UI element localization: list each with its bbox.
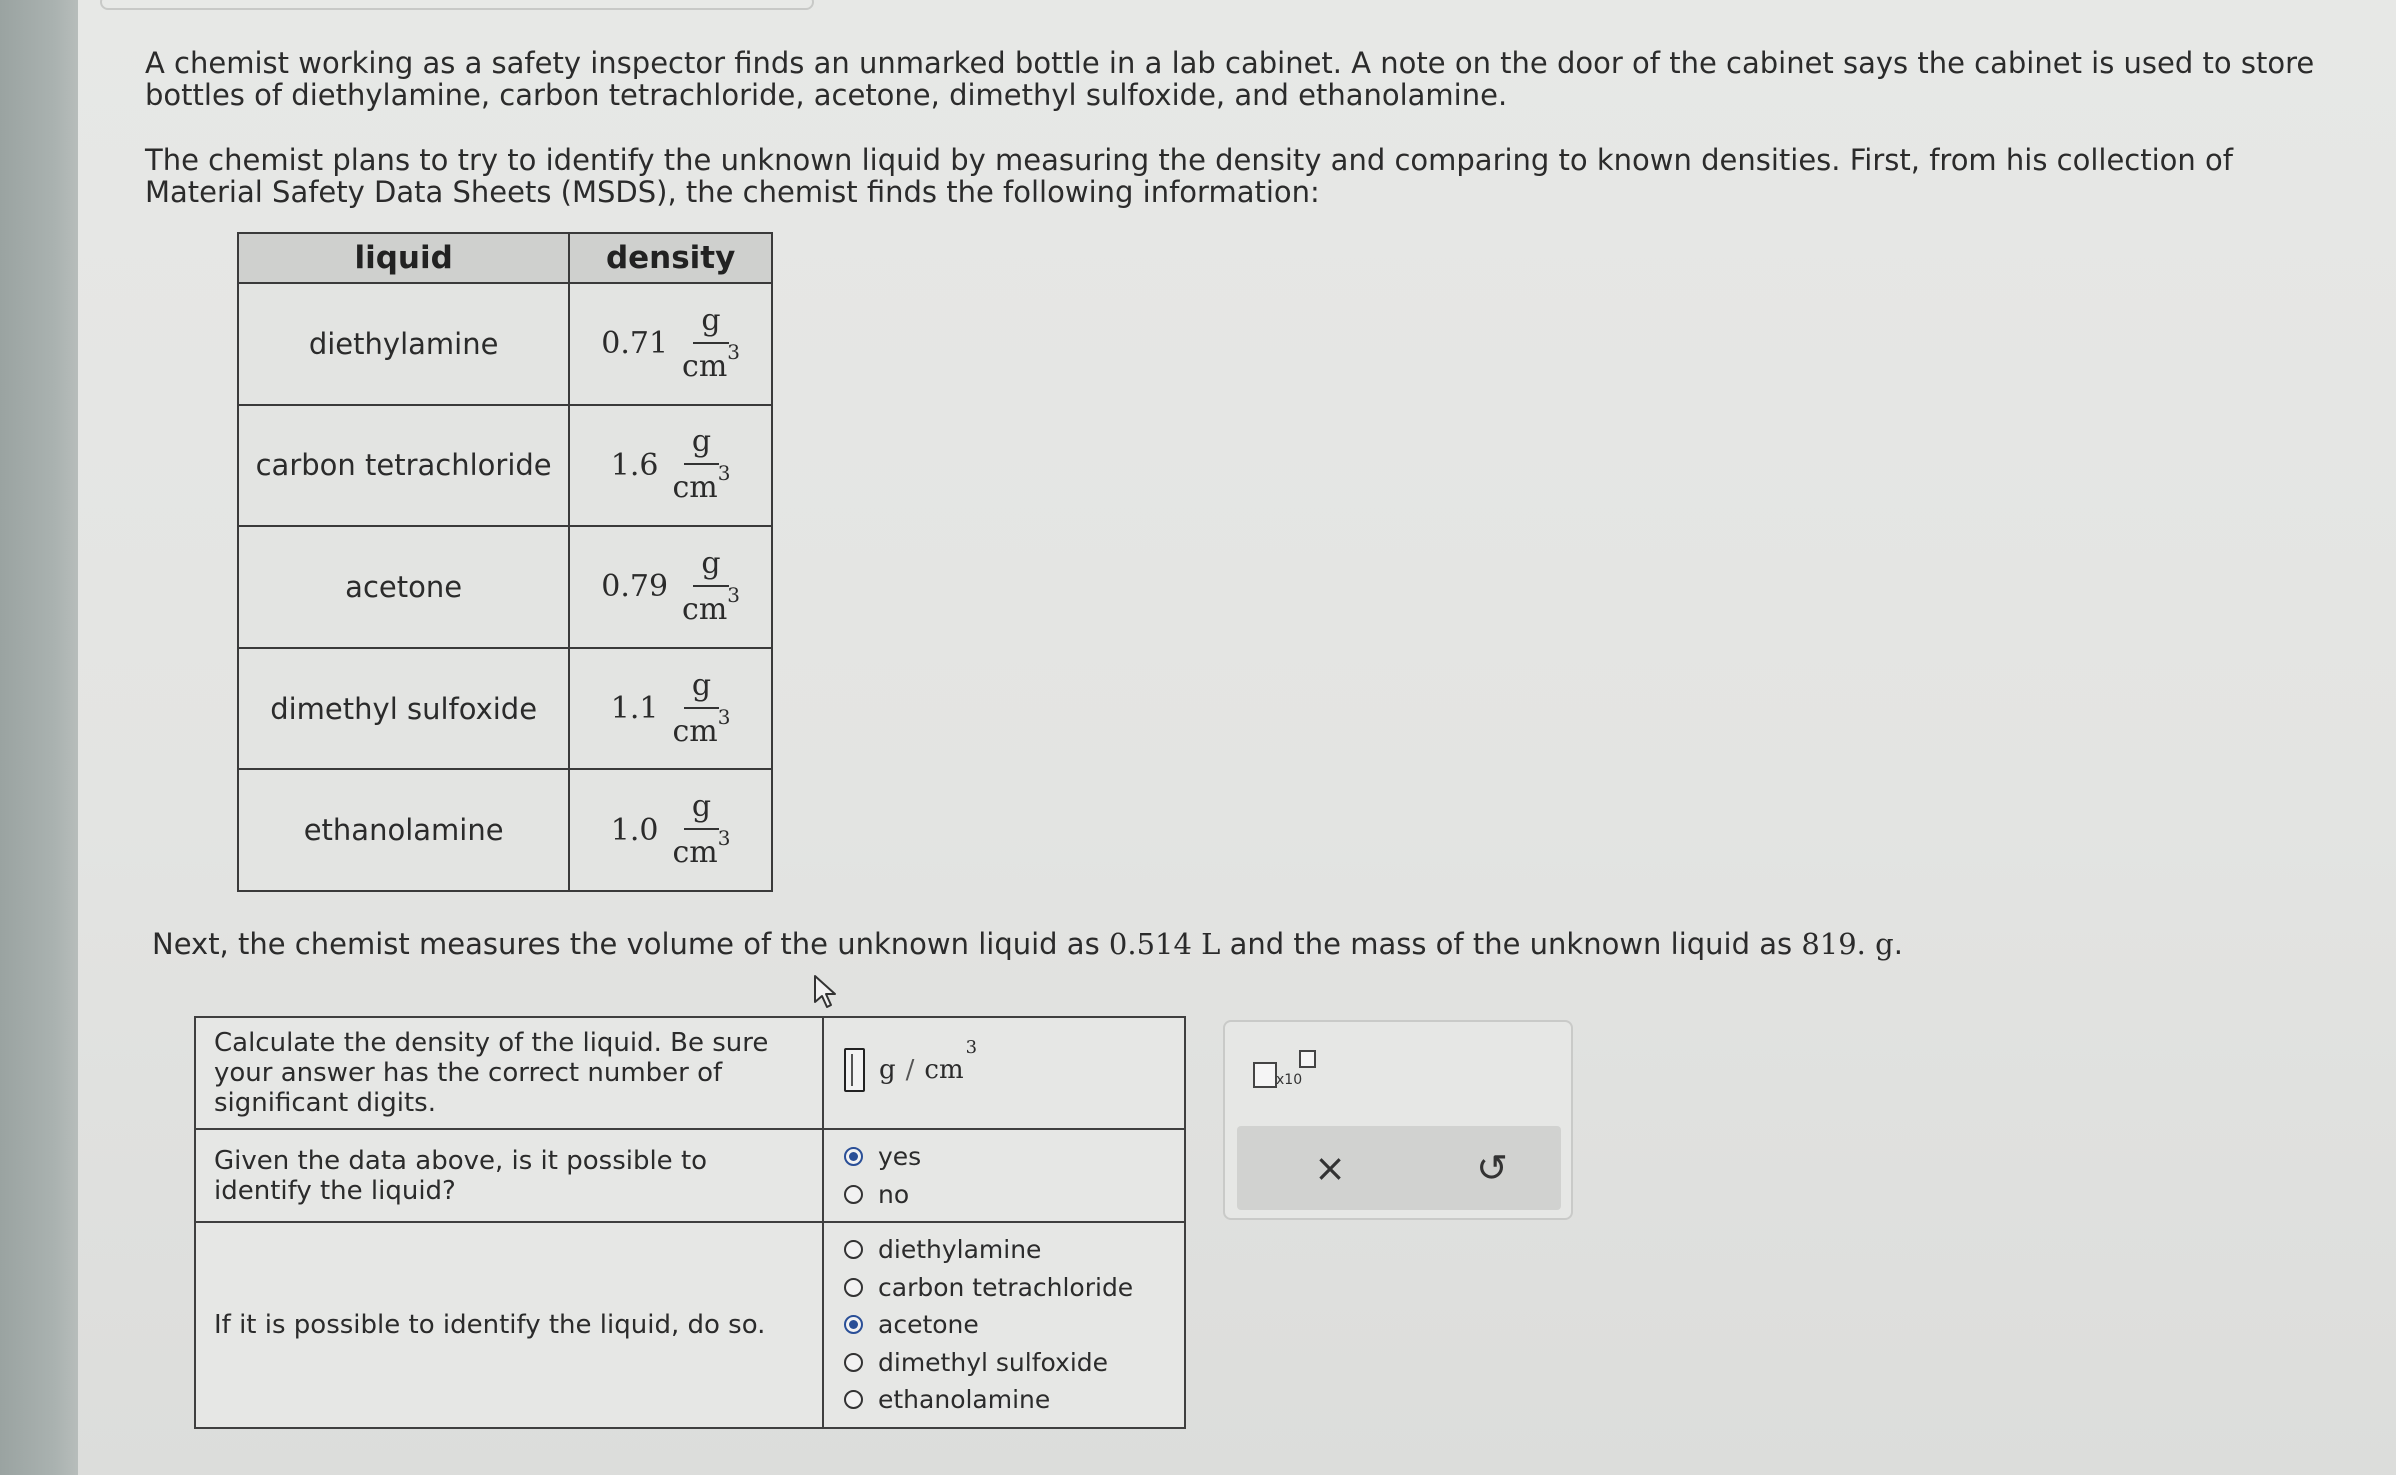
problem-paragraph-3 [152,928,2352,960]
unit-numerator: g [693,549,728,587]
density-table [237,232,773,892]
problem-paragraph-1: A chemist working as a safety inspector finds an unmarked bottle in a lab cabinet. A note on the door of the cabinet says the cabinet is used to store bottles of diethylamine, carbon tetrachloride, acetone, dimethyl sulfoxide, and ethanolamine. [145,46,2315,112]
option-diethylamine[interactable] [844,1231,1164,1269]
tool-action-bar [1237,1126,1561,1210]
paragraph-3-text-c: . [1893,927,1903,961]
answer-tools-panel [1223,1020,1573,1220]
answer-unit-separator: / [905,1054,915,1085]
answer-unit-g: g [879,1054,896,1085]
question-identify-possible: Given the data above, is it possible to identify the liquid? [195,1129,823,1222]
option-dimethyl-sulfoxide[interactable] [844,1344,1164,1382]
mantissa-box-icon [1253,1062,1277,1088]
unit-numerator: g [693,306,728,344]
density-value [569,648,772,770]
table-row [195,1222,1185,1428]
mouse-cursor-icon [813,974,839,1010]
radio-carbon-tetrachloride[interactable] [844,1278,863,1297]
exponent-box-icon [1299,1050,1316,1068]
radio-dimethyl-sulfoxide[interactable] [844,1353,863,1372]
option-carbon-tetrachloride[interactable] [844,1269,1164,1307]
unit-exponent: 3 [727,339,741,364]
unit-numerator: g [684,671,719,709]
option-no[interactable] [844,1176,1164,1214]
radio-no[interactable] [844,1185,863,1204]
density-value [569,283,772,405]
unit-numerator: g [684,792,719,830]
radio-acetone[interactable] [844,1315,863,1334]
density-answer-cell [823,1017,1185,1129]
option-acetone[interactable] [844,1306,1164,1344]
density-number: 1.6 [610,447,659,483]
radio-ethanolamine[interactable] [844,1390,863,1409]
top-tab-outline [100,0,814,10]
unit-denominator: cm [672,835,718,871]
liquid-name: carbon tetrachloride [238,405,569,527]
liquid-name: acetone [238,526,569,648]
unit-denominator: cm [672,470,718,506]
option-yes[interactable] [844,1138,1164,1176]
option-label: dimethyl sulfoxide [878,1347,1109,1377]
density-value [569,405,772,527]
table-row [238,283,772,405]
clear-button[interactable] [1302,1140,1358,1196]
density-number: 1.1 [610,691,659,727]
table-row [238,526,772,648]
table-row [238,648,772,770]
density-number: 0.71 [601,326,669,362]
liquid-options [823,1222,1185,1428]
header-liquid: liquid [238,233,569,283]
unit-exponent: 3 [727,582,741,607]
paragraph-3-text-a: Next, the chemist measures the volume of the unknown liquid as [152,927,1109,961]
volume-value: 0.514 L [1108,927,1221,961]
option-label: ethanolamine [878,1385,1051,1415]
liquid-name: diethylamine [238,283,569,405]
table-row [195,1129,1185,1222]
question-density: Calculate the density of the liquid. Be sure your answer has the correct number of significant digits. [195,1017,823,1129]
unit-exponent: 3 [717,826,731,851]
option-label: no [878,1179,910,1209]
density-number: 0.79 [601,569,669,605]
density-number: 1.0 [610,812,659,848]
answer-table [194,1016,1186,1429]
paragraph-3-text-b: and the mass of the unknown liquid as [1220,927,1802,961]
answer-unit-exponent: 3 [965,1037,978,1058]
undo-button[interactable] [1464,1140,1520,1196]
answer-unit-cm: cm [924,1054,964,1085]
question-identify-liquid: If it is possible to identify the liquid, do so. [195,1222,823,1428]
x10-label: x10 [1276,1072,1303,1088]
density-value [569,769,772,891]
header-density: density [569,233,772,283]
liquid-name: dimethyl sulfoxide [238,648,569,770]
unit-numerator: g [684,427,719,465]
option-label: acetone [878,1310,979,1340]
option-ethanolamine[interactable] [844,1381,1164,1419]
radio-diethylamine[interactable] [844,1240,863,1259]
table-row [195,1017,1185,1129]
liquid-name: ethanolamine [238,769,569,891]
density-value [569,526,772,648]
scientific-notation-button[interactable] [1253,1050,1323,1090]
unit-denominator: cm [682,591,728,627]
mass-value: 819. g [1801,927,1894,961]
option-label: carbon tetrachloride [878,1272,1134,1302]
unit-exponent: 3 [717,704,731,729]
problem-paragraph-2: The chemist plans to try to identify the unknown liquid by measuring the density and comparing to known densities. First, from his collection of Material Safety Data Sheets (MSDS), the chemist finds the following information: [145,143,2233,209]
unit-exponent: 3 [717,461,731,486]
unit-denominator: cm [682,348,728,384]
radio-yes[interactable] [844,1147,863,1166]
table-row [238,769,772,891]
table-row [238,405,772,527]
density-input[interactable] [844,1048,865,1092]
option-label: diethylamine [878,1235,1042,1265]
identify-possible-options [823,1129,1185,1222]
unit-denominator: cm [672,713,718,749]
option-label: yes [878,1142,922,1172]
density-answer-field [844,1037,978,1092]
undo-icon: ↺ [1476,1146,1508,1190]
left-margin-strip [0,0,78,1475]
close-icon: × [1314,1146,1346,1190]
